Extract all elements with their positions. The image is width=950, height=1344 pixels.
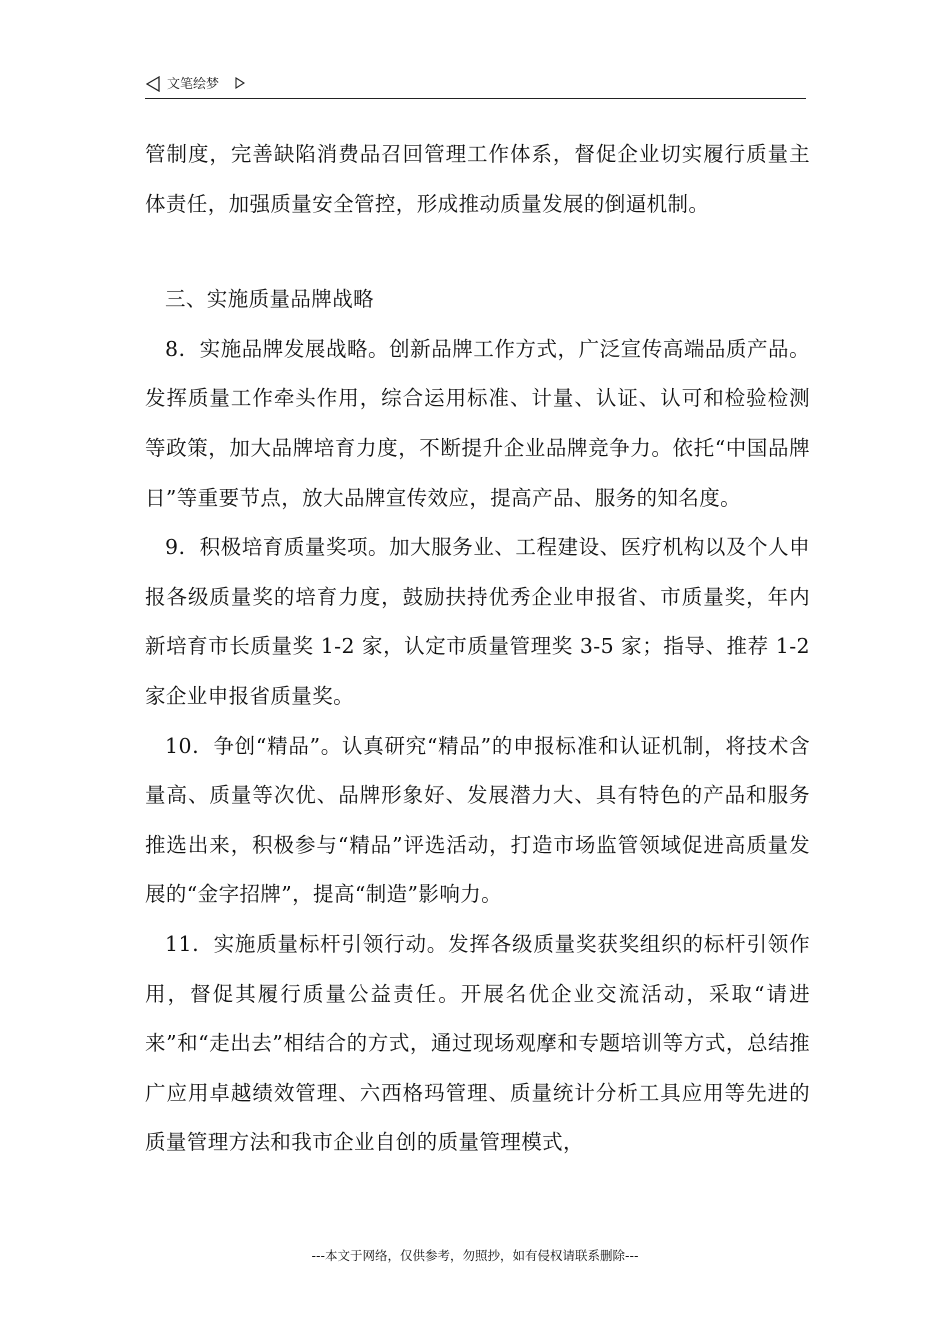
paragraph-item-8: 8．实施品牌发展战略。创新品牌工作方式，广泛宣传高端品质产品。发挥质量工作牵头作用，综合运用标准、计量、认证、认可和检验检测等政策，加大品牌培育力度，不断提升企业品牌竞争力。依托“中国品牌日”等重要节点，放大品牌宣传效应，提高产品、服务的知名度。 — [145, 336, 810, 510]
paragraph-item-9: 9．积极培育质量奖项。加大服务业、工程建设、医疗机构以及个人申报各级质量奖的培育力度，鼓励扶持优秀企业申报省、市质量奖，年内新培育市长质量奖 1-2 家，认定市质量管理奖 3-5 家；指导、推荐 1-2 家企业申报省质量奖。 — [145, 535, 810, 708]
section-heading: 三、实施质量品牌战略 — [165, 287, 374, 312]
paragraph-item-11: 11．实施质量标杆引领行动。发挥各级质量奖获奖组织的标杆引领作用，督促其履行质量公益责任。开展名优企业交流活动，采取“请进来”和“走出去”相结合的方式，通过现场观摩和专题培训等方式，总结推广应用卓越绩效管理、六西格玛管理、质量统计分析工具应用等先进的质量管理方法和我市企业自创的质量管理模式， — [145, 931, 810, 1155]
triangle-right-icon — [235, 77, 245, 89]
paragraph-gap — [145, 229, 810, 275]
triangle-left-icon — [146, 76, 160, 92]
document-body — [145, 130, 810, 1168]
paragraph-item-10: 10．争创“精品”。认真研究“精品”的申报标准和认证机制，将技术含量高、质量等次优、品牌形象好、发展潜力大、具有特色的产品和服务推选出来，积极参与“精品”评选活动，打造市场监管领域促进高质量发展的“金字招牌”，提高“制造”影响力。 — [145, 733, 810, 907]
paragraph-intro: 管制度，完善缺陷消费品召回管理工作体系，督促企业切实履行质量主体责任，加强质量安全管控，形成推动质量发展的倒逼机制。 — [145, 142, 810, 216]
page-header — [145, 74, 806, 99]
footer-disclaimer: ---本文于网络，仅供参考，勿照抄，如有侵权请联系删除--- — [311, 1248, 639, 1263]
header-brand: 文笔绘梦 — [167, 77, 220, 92]
